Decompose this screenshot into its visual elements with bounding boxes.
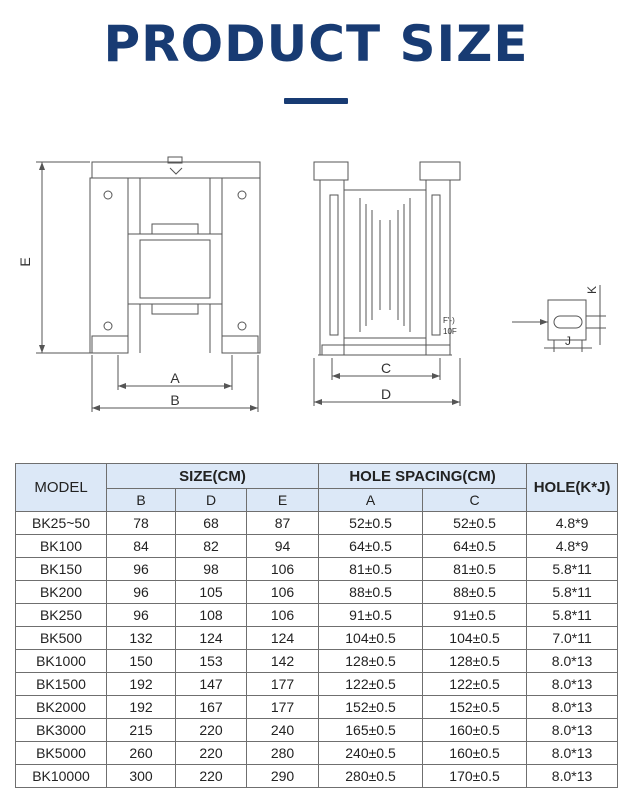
cell-d: 153 [176, 650, 247, 673]
cell-e: 87 [247, 512, 319, 535]
cell-c: 52±0.5 [423, 512, 527, 535]
cell-b: 78 [107, 512, 176, 535]
title-underline [284, 98, 348, 104]
label-k: K [585, 285, 599, 295]
spec-table [15, 463, 618, 788]
cell-hole: 8.0*13 [527, 765, 618, 788]
table-row [16, 719, 618, 742]
cell-d: 220 [176, 742, 247, 765]
cell-hole: 4.8*9 [527, 512, 618, 535]
table-row [16, 650, 618, 673]
cell-b: 132 [107, 627, 176, 650]
cell-e: 106 [247, 581, 319, 604]
cell-c: 128±0.5 [423, 650, 527, 673]
cell-model: BK500 [16, 627, 107, 650]
cell-a: 128±0.5 [319, 650, 423, 673]
cell-a: 152±0.5 [319, 696, 423, 719]
cell-a: 88±0.5 [319, 581, 423, 604]
cell-model: BK3000 [16, 719, 107, 742]
cell-a: 165±0.5 [319, 719, 423, 742]
header-model: MODEL [16, 464, 107, 512]
cell-hole: 5.8*11 [527, 604, 618, 627]
cell-a: 81±0.5 [319, 558, 423, 581]
label-d: D [380, 386, 392, 402]
header-hole: HOLE(K*J) [527, 464, 618, 512]
cell-e: 240 [247, 719, 319, 742]
header-size-group: SIZE(CM) [107, 464, 319, 489]
cell-e: 124 [247, 627, 319, 650]
cell-d: 82 [176, 535, 247, 558]
cell-d: 147 [176, 673, 247, 696]
cell-b: 84 [107, 535, 176, 558]
cell-c: 122±0.5 [423, 673, 527, 696]
cell-d: 68 [176, 512, 247, 535]
header-e: E [247, 489, 319, 512]
cell-hole: 8.0*13 [527, 673, 618, 696]
cell-hole: 8.0*13 [527, 650, 618, 673]
cell-d: 98 [176, 558, 247, 581]
label-c: C [380, 360, 392, 376]
cell-hole: 8.0*13 [527, 719, 618, 742]
cell-model: BK25~50 [16, 512, 107, 535]
cell-hole: 7.0*11 [527, 627, 618, 650]
cell-b: 192 [107, 673, 176, 696]
cell-d: 220 [176, 765, 247, 788]
table-row [16, 696, 618, 719]
cell-model: BK1000 [16, 650, 107, 673]
dimension-drawing [0, 140, 632, 430]
cell-d: 220 [176, 719, 247, 742]
table-row [16, 581, 618, 604]
cell-e: 290 [247, 765, 319, 788]
cell-model: BK10000 [16, 765, 107, 788]
terminal-label: F'-) [443, 316, 455, 325]
cell-a: 64±0.5 [319, 535, 423, 558]
cell-c: 81±0.5 [423, 558, 527, 581]
cell-c: 91±0.5 [423, 604, 527, 627]
cell-a: 52±0.5 [319, 512, 423, 535]
cell-e: 106 [247, 604, 319, 627]
cell-e: 94 [247, 535, 319, 558]
cell-model: BK250 [16, 604, 107, 627]
cell-model: BK1500 [16, 673, 107, 696]
table-row [16, 604, 618, 627]
cell-model: BK2000 [16, 696, 107, 719]
cell-b: 96 [107, 558, 176, 581]
cell-hole: 5.8*11 [527, 558, 618, 581]
cell-c: 170±0.5 [423, 765, 527, 788]
cell-b: 96 [107, 581, 176, 604]
cell-e: 142 [247, 650, 319, 673]
cell-a: 122±0.5 [319, 673, 423, 696]
table-row [16, 535, 618, 558]
cell-d: 105 [176, 581, 247, 604]
cell-hole: 8.0*13 [527, 742, 618, 765]
label-j: J [565, 334, 571, 348]
header-c: C [423, 489, 527, 512]
cell-a: 91±0.5 [319, 604, 423, 627]
cell-d: 108 [176, 604, 247, 627]
header-hole-spacing-group: HOLE SPACING(CM) [319, 464, 527, 489]
cell-model: BK200 [16, 581, 107, 604]
header-a: A [319, 489, 423, 512]
cell-d: 124 [176, 627, 247, 650]
cell-b: 215 [107, 719, 176, 742]
table-row [16, 512, 618, 535]
cell-d: 167 [176, 696, 247, 719]
cell-e: 106 [247, 558, 319, 581]
cell-model: BK5000 [16, 742, 107, 765]
hole-detail [512, 285, 606, 352]
cell-c: 88±0.5 [423, 581, 527, 604]
cell-model: BK150 [16, 558, 107, 581]
label-a: A [170, 370, 180, 386]
table-row [16, 742, 618, 765]
cell-c: 160±0.5 [423, 719, 527, 742]
label-b: B [170, 392, 180, 408]
cell-a: 240±0.5 [319, 742, 423, 765]
label-e: E [17, 257, 33, 267]
cell-c: 104±0.5 [423, 627, 527, 650]
cell-c: 152±0.5 [423, 696, 527, 719]
cell-hole: 4.8*9 [527, 535, 618, 558]
table-row [16, 765, 618, 788]
header-b: B [107, 489, 176, 512]
cell-e: 177 [247, 696, 319, 719]
table-row [16, 627, 618, 650]
cell-c: 64±0.5 [423, 535, 527, 558]
cell-hole: 5.8*11 [527, 581, 618, 604]
table-row [16, 673, 618, 696]
cell-a: 104±0.5 [319, 627, 423, 650]
front-view [36, 157, 260, 412]
cell-hole: 8.0*13 [527, 696, 618, 719]
table-row [16, 558, 618, 581]
cell-b: 192 [107, 696, 176, 719]
cell-model: BK100 [16, 535, 107, 558]
cell-b: 150 [107, 650, 176, 673]
cell-e: 280 [247, 742, 319, 765]
header-d: D [176, 489, 247, 512]
cell-b: 260 [107, 742, 176, 765]
cell-e: 177 [247, 673, 319, 696]
terminal-sub-label: 10F [443, 327, 457, 336]
cell-a: 280±0.5 [319, 765, 423, 788]
cell-b: 300 [107, 765, 176, 788]
cell-b: 96 [107, 604, 176, 627]
cell-c: 160±0.5 [423, 742, 527, 765]
page-title: PRODUCT SIZE [103, 15, 529, 73]
